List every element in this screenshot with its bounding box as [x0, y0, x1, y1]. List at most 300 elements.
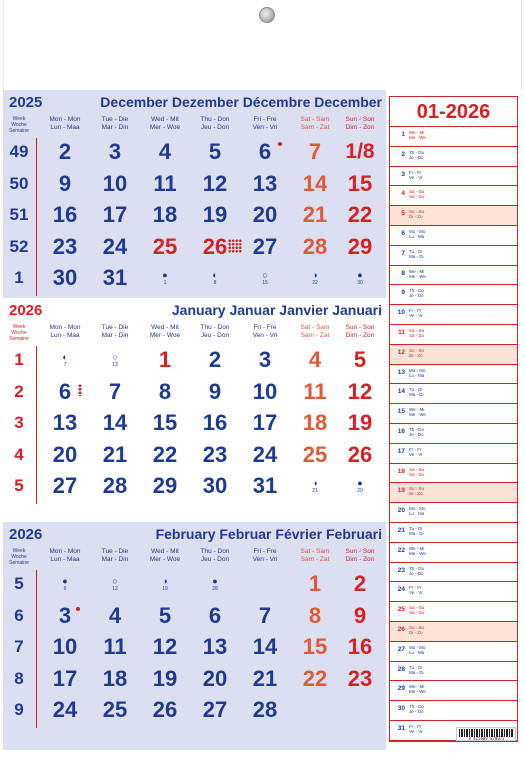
note-weekday-label: Lu - Ma — [409, 511, 425, 517]
day-cell[interactable]: 26 — [152, 697, 178, 722]
note-row[interactable] — [390, 483, 517, 503]
weekday-label-primary: Wed - Mit — [151, 548, 179, 555]
barcode — [456, 727, 516, 741]
moon-phase — [140, 576, 190, 592]
note-weekday-label: Me - We — [409, 550, 426, 556]
note-weekday — [409, 288, 424, 298]
note-weekday-label: Sa - Sa — [409, 466, 425, 472]
weekday-label-secondary: Mer - Woe — [149, 332, 181, 339]
note-weekday-label: Mo - Mo — [409, 229, 426, 234]
note-day-number: 16 — [397, 428, 405, 435]
moon-phase-icon: ● — [357, 478, 363, 488]
moon-phase-icon: ● — [62, 576, 68, 586]
day-cell[interactable]: 12 — [152, 634, 178, 659]
weekday-header — [240, 324, 290, 340]
note-weekday-label: Lu - Ma — [409, 234, 425, 239]
day-cell[interactable]: 13 — [252, 170, 278, 196]
weekday-label-primary: Fri - Fre — [253, 116, 277, 123]
day-cell[interactable]: 12 — [347, 378, 373, 404]
note-weekday — [409, 625, 424, 635]
note-row[interactable] — [390, 127, 517, 147]
day-cell[interactable]: 16 — [202, 410, 228, 435]
week-header-label: Woche — [11, 330, 27, 336]
day-cell[interactable]: 10 — [252, 378, 278, 404]
moon-phase-date: 15 — [262, 280, 268, 286]
note-weekday-label: Me - We — [409, 689, 426, 695]
day-cell[interactable]: 9 — [58, 170, 72, 196]
moon-phase-icon: ● — [162, 270, 168, 280]
day-cell[interactable]: 25 — [152, 233, 178, 259]
note-day-number: 30 — [397, 705, 405, 713]
note-weekday-label: Ve - Vr — [409, 590, 423, 596]
weekday-header — [90, 116, 140, 132]
day-cell[interactable]: 22 — [347, 202, 373, 227]
day-cell[interactable]: 27 — [202, 697, 228, 722]
moon-phase-date: 8 — [213, 280, 217, 286]
week-header-label: Week — [12, 548, 26, 554]
weekday-label-secondary: Lun - Maa — [50, 556, 80, 563]
weekday-label-secondary: Ven - Vri — [252, 124, 278, 131]
note-day-number: 12 — [397, 348, 405, 356]
week-number: 52 — [9, 236, 29, 256]
day-cell[interactable]: 9 — [208, 378, 222, 404]
day-cell[interactable]: 10 — [102, 170, 128, 196]
weekday-header — [240, 116, 290, 132]
note-weekday-label: Ma - Di — [409, 392, 424, 398]
day-cell[interactable]: 5 — [158, 602, 172, 628]
note-weekday-label: Mo - Mo — [409, 506, 426, 512]
moon-phase-date: 6 — [63, 586, 67, 592]
month-title: February Februar Février Februari — [155, 526, 382, 542]
day-cell[interactable]: 20 — [252, 202, 278, 227]
note-weekday-label: Je - Do — [409, 154, 424, 160]
weekday-header-row — [3, 116, 386, 136]
note-weekday-label: Me - We — [409, 273, 426, 279]
moon-phase-date: 28 — [212, 586, 218, 592]
moon-phase-icon: ○ — [262, 270, 268, 280]
day-cell[interactable]: 28 — [252, 697, 278, 722]
note-weekday — [409, 665, 424, 675]
moon-phase-icon: ◐ — [62, 352, 68, 362]
day-cell[interactable]: 15 — [152, 410, 178, 435]
note-row[interactable] — [390, 602, 517, 622]
note-row[interactable] — [390, 563, 517, 583]
note-day-number: 22 — [397, 546, 405, 554]
holiday-pattern-icon — [78, 384, 82, 396]
week-header-label: Woche — [11, 122, 27, 128]
note-day-number: 7 — [401, 249, 405, 257]
moon-phase — [290, 478, 340, 494]
note-weekday-label: Me - We — [409, 412, 426, 418]
note-weekday — [409, 387, 424, 397]
note-weekday-label: Sa - Sa — [409, 605, 425, 611]
moon-phase — [335, 270, 385, 286]
note-row[interactable] — [390, 325, 517, 345]
note-row[interactable] — [390, 424, 517, 444]
day-cell[interactable]: 16 — [52, 202, 78, 227]
weekday-label-primary: Mon - Mon — [49, 324, 81, 331]
day-cell[interactable]: 11 — [153, 170, 177, 196]
day-cell[interactable]: 3 — [108, 139, 122, 164]
note-day-number: 9 — [401, 289, 405, 297]
note-weekday-label: Su - So — [409, 347, 425, 353]
week-number: 8 — [14, 668, 24, 688]
day-cell[interactable]: 27 — [252, 233, 278, 259]
note-weekday — [409, 308, 423, 318]
note-row[interactable] — [390, 147, 517, 167]
weekday-header — [40, 116, 90, 132]
day-cell[interactable]: 1/8 — [345, 140, 375, 163]
moon-phase — [90, 352, 140, 368]
note-row[interactable] — [390, 266, 517, 286]
day-cell[interactable]: 19 — [347, 410, 373, 435]
weekday-label-secondary: Jeu - Don — [200, 332, 230, 339]
day-cell[interactable]: 23 — [52, 233, 78, 259]
week-number: 9 — [14, 700, 24, 719]
note-weekday — [409, 684, 426, 694]
weekday-header — [335, 548, 385, 564]
week-column-header — [6, 116, 32, 134]
week-header-label: Week — [12, 324, 26, 330]
weekday-label-secondary: Mar - Din — [101, 124, 129, 131]
day-cell[interactable]: 22 — [302, 665, 328, 691]
note-row[interactable] — [390, 464, 517, 484]
day-cell[interactable]: 20 — [52, 441, 78, 467]
weekday-label-secondary: Mer - Woe — [149, 124, 181, 131]
day-cell[interactable]: 8 — [158, 378, 172, 404]
note-weekday-label: Sa - Za — [409, 194, 424, 200]
weekday-label-primary: Fri - Fre — [253, 548, 277, 555]
note-row[interactable] — [390, 206, 517, 226]
day-cell[interactable]: 18 — [302, 410, 328, 435]
note-day-number: 18 — [397, 467, 405, 475]
week-column-header — [6, 324, 32, 342]
note-weekday — [409, 130, 426, 140]
note-day-number: 11 — [398, 329, 405, 336]
note-row[interactable] — [390, 246, 517, 266]
day-cell[interactable]: 4 — [108, 602, 122, 628]
note-row[interactable] — [390, 226, 517, 246]
weekday-label-primary: Sat - Sam — [300, 116, 330, 123]
note-day-number: 2 — [401, 150, 405, 158]
note-day-number: 10 — [397, 309, 405, 317]
day-cell[interactable]: 12 — [202, 170, 228, 196]
moon-phase-date: 13 — [112, 362, 118, 368]
note-weekday-label: We - Mi — [409, 130, 425, 135]
week-number: 5 — [14, 476, 24, 495]
weekday-label-primary: Sat - Sam — [300, 548, 330, 555]
note-row[interactable] — [390, 365, 517, 385]
moon-phase-date: 30 — [357, 280, 363, 286]
hanger-hole-icon — [259, 7, 275, 23]
weekday-label-primary: Tue - Die — [101, 324, 129, 331]
note-row[interactable] — [390, 345, 517, 365]
day-cell[interactable]: 20 — [202, 665, 228, 691]
barcode-number: 9 425609 870072 — [468, 736, 505, 741]
day-cell[interactable]: 18 — [152, 202, 178, 227]
weekday-header — [190, 324, 240, 340]
note-weekday — [409, 150, 424, 160]
day-cell[interactable]: 28 — [102, 473, 128, 498]
note-weekday — [409, 348, 424, 358]
day-cell[interactable]: 2 — [208, 347, 222, 372]
day-cell[interactable]: 17 — [252, 410, 278, 435]
day-cell[interactable]: 7 — [108, 378, 122, 404]
month-year: 2026 — [9, 526, 43, 543]
note-weekday-label: Fr - Fr — [409, 169, 422, 175]
day-cell[interactable]: 14 — [102, 410, 128, 435]
note-row[interactable] — [390, 681, 517, 701]
moon-phase — [240, 270, 290, 286]
weekday-label-secondary: Jeu - Don — [200, 124, 230, 131]
week-separator — [36, 346, 37, 504]
week-number: 50 — [9, 173, 29, 193]
note-day-number: 27 — [397, 645, 405, 653]
note-day-number: 24 — [397, 586, 405, 594]
weekday-label-secondary: Ven - Vri — [252, 332, 278, 339]
note-day-number: 26 — [397, 626, 405, 633]
weekday-label-secondary: Sam - Zat — [300, 332, 330, 339]
weekday-label-primary: Tue - Die — [101, 548, 129, 555]
day-cell[interactable]: 15 — [347, 170, 373, 196]
day-cell[interactable]: 2 — [353, 571, 367, 596]
weekday-header — [40, 548, 90, 564]
day-cell[interactable]: 6 — [258, 139, 272, 164]
day-cell[interactable]: 21 — [252, 665, 278, 691]
day-cell[interactable]: 1 — [308, 571, 322, 596]
note-weekday-label: Fr - Fr — [409, 585, 422, 591]
note-row[interactable] — [390, 167, 517, 187]
day-cell[interactable]: 30 — [52, 265, 78, 290]
day-cell[interactable]: 27 — [52, 473, 78, 498]
note-weekday — [409, 427, 424, 437]
note-weekday-label: Ve - Vr — [409, 729, 423, 734]
week-header-label: Semaine — [9, 560, 29, 566]
weekday-header — [140, 116, 190, 132]
note-row[interactable] — [390, 444, 517, 464]
note-row[interactable] — [390, 404, 517, 424]
day-cell[interactable]: 2 — [58, 139, 72, 164]
day-cell[interactable]: 19 — [202, 202, 228, 227]
moon-phase-date: 21 — [312, 488, 318, 494]
note-day-number: 4 — [401, 190, 405, 198]
day-cell[interactable]: 13 — [52, 410, 78, 435]
day-cell[interactable]: 26 — [202, 233, 228, 259]
note-row[interactable] — [390, 622, 517, 642]
moon-phase-date: 29 — [357, 488, 363, 494]
day-cell[interactable]: 3 — [58, 602, 72, 628]
day-cell[interactable]: 26 — [347, 441, 373, 467]
weekday-header — [240, 548, 290, 564]
weekday-label-primary: Sun - Son — [345, 324, 375, 331]
note-row[interactable] — [390, 701, 517, 721]
note-weekday-label: Ma - Di — [409, 669, 424, 675]
note-weekday-label: Tu - Di — [409, 664, 423, 670]
note-row[interactable] — [390, 543, 517, 563]
note-weekday — [409, 724, 423, 734]
week-number: 5 — [14, 574, 24, 593]
weekday-label-primary: Sun - Son — [345, 548, 375, 555]
note-day-number: 8 — [401, 269, 405, 277]
day-cell[interactable]: 7 — [258, 602, 272, 628]
week-separator — [36, 570, 37, 728]
day-cell[interactable]: 6 — [58, 378, 72, 404]
moon-phase — [40, 576, 90, 592]
day-cell[interactable]: 4 — [308, 347, 322, 372]
weekday-label-primary: Tue - Die — [101, 116, 129, 123]
note-weekday — [409, 526, 424, 536]
week-number: 7 — [14, 637, 24, 656]
day-cell[interactable]: 4 — [158, 139, 172, 164]
note-row[interactable] — [390, 642, 517, 662]
day-cell[interactable]: 10 — [52, 634, 78, 659]
note-row[interactable] — [390, 523, 517, 543]
weekday-label-secondary: Sam - Zat — [300, 556, 330, 563]
weekday-label-primary: Wed - Mit — [151, 116, 179, 123]
day-cell[interactable]: 22 — [152, 441, 178, 467]
day-cell[interactable]: 21 — [102, 441, 128, 467]
moon-phase-icon: ◐ — [212, 270, 218, 280]
day-cell[interactable]: 23 — [347, 665, 373, 691]
month-title: December Dezember Décembre December — [100, 94, 382, 110]
day-cell[interactable]: 14 — [252, 634, 278, 659]
week-separator — [36, 138, 37, 296]
day-cell[interactable]: 25 — [102, 697, 128, 722]
day-cell[interactable]: 5 — [353, 347, 367, 372]
note-day-number: 1 — [401, 131, 405, 138]
note-row[interactable] — [390, 662, 517, 682]
day-cell[interactable]: 21 — [302, 202, 328, 227]
note-weekday — [409, 170, 423, 180]
note-row[interactable] — [390, 285, 517, 305]
weekday-header — [290, 116, 340, 132]
day-cell[interactable]: 25 — [302, 441, 328, 467]
weekday-label-secondary: Jeu - Don — [200, 556, 230, 563]
month-year: 2026 — [9, 302, 43, 319]
note-weekday-label: Lu - Ma — [409, 649, 425, 655]
note-weekday — [409, 189, 424, 199]
day-cell[interactable]: 24 — [102, 233, 128, 259]
day-cell[interactable]: 11 — [303, 378, 327, 404]
weekday-label-secondary: Mer - Woe — [149, 556, 181, 563]
day-cell[interactable]: 15 — [302, 634, 328, 659]
day-cell[interactable]: 13 — [202, 634, 228, 659]
day-cell[interactable]: 14 — [302, 170, 328, 196]
moon-phase — [40, 352, 90, 368]
week-number: 1 — [14, 350, 24, 369]
note-weekday-label: We - Mi — [409, 684, 425, 690]
note-weekday — [409, 209, 424, 219]
note-day-number: 15 — [397, 408, 405, 416]
day-cell[interactable]: 31 — [102, 265, 128, 290]
weekday-header — [290, 324, 340, 340]
day-cell[interactable]: 17 — [52, 665, 78, 691]
weekday-label-primary: Thu - Don — [200, 324, 230, 331]
note-weekday-label: Tu - Di — [409, 387, 423, 393]
note-weekday — [409, 704, 424, 714]
note-row[interactable] — [390, 384, 517, 404]
week-number: 2 — [14, 381, 24, 401]
day-cell[interactable]: 16 — [347, 634, 373, 659]
note-weekday — [409, 645, 426, 655]
week-number: 49 — [9, 142, 29, 161]
moon-phase-icon: ◑ — [312, 270, 318, 280]
day-cell[interactable]: 28 — [302, 233, 328, 259]
month-title: January Januar Janvier Januari — [171, 302, 382, 318]
moon-phase-icon: ○ — [112, 352, 118, 362]
weekday-label-primary: Wed - Mit — [151, 324, 179, 331]
holiday-marker-icon — [76, 607, 80, 611]
note-row[interactable] — [390, 503, 517, 523]
note-row[interactable] — [390, 305, 517, 325]
note-day-number: 25 — [397, 606, 405, 614]
day-cell[interactable]: 29 — [152, 473, 178, 498]
day-cell[interactable]: 6 — [208, 602, 222, 628]
note-weekday — [409, 605, 424, 615]
weekday-header-row — [3, 324, 386, 344]
note-weekday-label: Th - Do — [409, 427, 425, 432]
weekday-label-secondary: Ven - Vri — [252, 556, 278, 563]
week-header-label: Semaine — [9, 336, 29, 342]
note-weekday-label: Tu - Di — [409, 526, 423, 531]
day-cell[interactable]: 29 — [347, 233, 373, 259]
note-weekday — [409, 585, 423, 595]
note-day-number: 19 — [397, 487, 405, 495]
day-cell[interactable]: 18 — [102, 665, 128, 691]
note-row[interactable] — [390, 186, 517, 206]
day-cell[interactable]: 3 — [258, 347, 272, 372]
day-cell[interactable]: 24 — [52, 697, 78, 722]
weekday-header — [140, 324, 190, 340]
moon-phase-date: 22 — [312, 280, 318, 286]
moon-phase-icon: ◑ — [162, 576, 168, 586]
week-number: 4 — [14, 444, 24, 464]
note-weekday-label: Lu - Ma — [409, 372, 425, 378]
moon-phase-date: 12 — [112, 586, 118, 592]
moon-phase — [190, 270, 240, 286]
day-cell[interactable]: 30 — [202, 473, 228, 498]
notes-title: 01-2026 — [390, 97, 517, 127]
moon-phase-date: 19 — [162, 586, 168, 592]
note-row[interactable] — [390, 582, 517, 602]
weekday-header — [140, 548, 190, 564]
day-cell[interactable]: 24 — [252, 441, 278, 467]
note-weekday-label: Ve - Vr — [409, 174, 423, 180]
weekday-label-primary: Thu - Don — [200, 548, 230, 555]
note-weekday-label: We - Mi — [409, 407, 425, 413]
day-cell[interactable]: 5 — [208, 139, 222, 164]
day-cell[interactable]: 1 — [158, 347, 172, 372]
week-column-header — [6, 548, 32, 566]
note-weekday-label: Tu - Di — [409, 248, 423, 254]
day-cell[interactable]: 31 — [252, 473, 278, 498]
day-cell[interactable]: 9 — [353, 602, 367, 628]
day-cell[interactable]: 7 — [308, 139, 322, 164]
note-day-number: 21 — [397, 527, 405, 534]
weekday-label-secondary: Dim - Zon — [345, 124, 375, 131]
note-weekday-label: Th - Do — [409, 149, 425, 155]
day-cell[interactable]: 23 — [202, 441, 228, 467]
note-weekday-label: Su - So — [409, 209, 425, 215]
note-weekday-label: Mo - Mo — [409, 367, 426, 373]
note-weekday-label: Sa - Za — [409, 333, 424, 338]
day-cell[interactable]: 19 — [152, 665, 178, 691]
day-cell[interactable]: 11 — [103, 634, 127, 659]
note-weekday-label: Je - Do — [409, 570, 424, 576]
day-cell[interactable]: 8 — [308, 602, 322, 628]
weekday-header-row — [3, 548, 386, 568]
day-cell[interactable]: 17 — [102, 202, 128, 227]
